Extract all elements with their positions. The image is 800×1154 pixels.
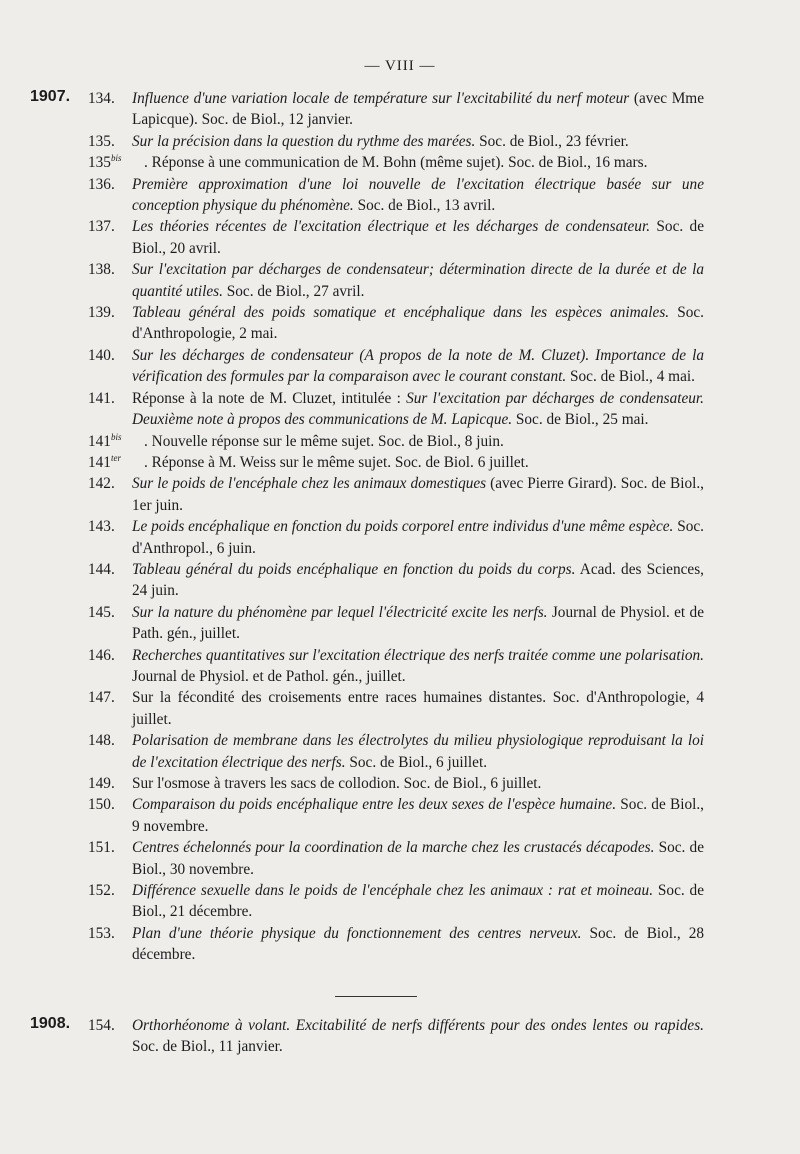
- entry-citation: . Réponse à M. Weiss sur le même sujet. Soc. de Biol. 6 juillet.: [144, 453, 529, 471]
- entry-number: [88, 388, 115, 409]
- entry-number: [88, 602, 115, 623]
- entry-title: Sur la nature du phénomène par lequel l'électricité excite les nerfs.: [132, 603, 548, 621]
- entry-title: Sur le poids de l'encéphale chez les animaux domestiques: [132, 475, 487, 493]
- entry-number: [88, 216, 115, 237]
- entry-number: [88, 559, 115, 580]
- entry-number-text: 151.: [88, 839, 115, 857]
- entry-number: [88, 88, 115, 109]
- bibliography-entry: [0, 388, 800, 431]
- entry-number-text: 152.: [88, 882, 115, 900]
- bibliography-entry: [0, 473, 800, 516]
- bibliography-entry: [0, 516, 800, 559]
- entry-number: [88, 131, 115, 152]
- entry-list: [0, 1015, 800, 1058]
- entry-number: [88, 730, 115, 751]
- entry-number: [88, 923, 115, 944]
- entry-citation: . Réponse à une communication de M. Bohn (même sujet). Soc. de Biol., 16 mars.: [144, 154, 648, 172]
- year-section-1908: [0, 1015, 800, 1058]
- bibliography-entry: [0, 345, 800, 388]
- entry-text: [132, 259, 704, 302]
- entry-number-text: 134.: [88, 90, 115, 107]
- entry-text: [132, 730, 704, 773]
- entry-text: [132, 602, 704, 645]
- bibliography-entry: [0, 602, 800, 645]
- year-section-1907: [0, 88, 800, 966]
- entry-number: [88, 516, 115, 537]
- entry-title: Sur les décharges de condensateur (A propos de la note de M. Cluzet). Importance de la vérification des formules par la comparaison avec le courant constant.: [132, 346, 704, 386]
- entry-text: [132, 388, 704, 431]
- entry-number-text: 144.: [88, 560, 115, 578]
- entry-number: [88, 687, 115, 708]
- bibliography-entry: [0, 730, 800, 773]
- entry-text: [144, 152, 704, 173]
- entry-text: [132, 559, 704, 602]
- entry-title: Sur l'excitation par décharges de condensateur. Deuxième note à propos des communications de M. Lapicque.: [132, 389, 704, 429]
- entry-list: [0, 88, 800, 966]
- entry-number-text: 147.: [88, 689, 115, 707]
- entry-text: [132, 837, 704, 880]
- entry-citation: Réponse à la note de M. Cluzet, intitulée :: [132, 389, 407, 407]
- entry-number-suffix: bis: [110, 153, 122, 164]
- entry-number-text: 135.: [88, 132, 115, 150]
- entry-text: [132, 88, 704, 131]
- bibliography-entry: [0, 88, 800, 131]
- entry-number: [88, 345, 115, 366]
- entry-citation: Soc. de Biol., 13 avril.: [353, 197, 496, 215]
- entry-citation: Soc. de Biol., 25 mai.: [512, 411, 649, 429]
- entry-citation: Soc. de Biol., 23 février.: [475, 132, 629, 150]
- entry-title: Centres échelonnés pour la coordination de la marche chez les crustacés décapodes.: [132, 839, 655, 857]
- bibliography-entry: [0, 259, 800, 302]
- entry-title: Orthorhéonome à volant. Excitabilité de nerfs différents pour des ondes lentes ou rapides.: [132, 1017, 704, 1034]
- entry-number-text: 150.: [88, 796, 115, 814]
- entry-text: [132, 216, 704, 259]
- entry-number-text: 145.: [88, 603, 115, 621]
- entry-text: [132, 794, 704, 837]
- entry-title: Le poids encéphalique en fonction du poids corporel entre individus d'une même espèce.: [132, 518, 674, 536]
- entry-citation: Soc. de Biol., 20 avril.: [132, 218, 704, 257]
- bibliography-entry: [0, 923, 800, 966]
- bibliography-entry: [0, 452, 800, 473]
- entry-number-text: 137.: [88, 218, 115, 236]
- entry-number: [88, 431, 121, 452]
- bibliography-entry: [0, 174, 800, 217]
- entry-number: [88, 773, 115, 794]
- bibliography-entry: [0, 302, 800, 345]
- entry-title: Sur l'excitation par décharges de condensateur; détermination directe de la durée et de la quantité utiles.: [132, 261, 704, 300]
- entry-citation: Journal de Physiol. et de Path. gén., juillet.: [132, 603, 704, 643]
- entry-number: [88, 452, 121, 473]
- entry-text: [132, 174, 704, 217]
- entry-number-text: 140.: [88, 346, 115, 364]
- entry-title: Différence sexuelle dans le poids de l'encéphale chez les animaux : rat et moineau.: [132, 882, 654, 900]
- entry-number: [88, 473, 115, 494]
- bibliography-entry: [0, 1015, 800, 1058]
- entry-citation: Soc. de Biol., 21 décembre.: [132, 882, 704, 921]
- bibliography-entry: [0, 773, 800, 794]
- entry-title: Sur la précision dans la question du rythme des marées.: [132, 132, 476, 150]
- entry-number: [88, 645, 115, 666]
- year-label: 1908.: [30, 1015, 71, 1032]
- page-number: — VIII —: [364, 58, 436, 74]
- entry-number-suffix: bis: [110, 431, 122, 442]
- entry-citation: Soc. de Biol., 4 mai.: [566, 368, 695, 386]
- entry-number: [88, 302, 115, 323]
- entry-citation: Soc. de Biol., 28 décembre.: [132, 924, 704, 964]
- entry-number-text: 139.: [88, 304, 115, 322]
- entry-text: [132, 516, 704, 559]
- entry-title: Tableau général des poids somatique et encéphalique dans les espèces animales.: [132, 304, 670, 322]
- entry-citation: Soc. de Biol., 6 juillet.: [345, 753, 488, 771]
- entry-title: Influence d'une variation locale de température sur l'excitabilité du nerf moteur: [132, 90, 630, 107]
- entry-text: [132, 345, 704, 388]
- entry-citation: Soc. de Biol., 27 avril.: [222, 282, 365, 300]
- entry-citation: Soc. de Biol., 30 novembre.: [132, 839, 704, 878]
- entry-title: Comparaison du poids encéphalique entre les deux sexes de l'espèce humaine.: [132, 796, 617, 814]
- bibliography-entry: [0, 559, 800, 602]
- entry-number-text: 149.: [88, 775, 115, 792]
- entry-text: [144, 452, 704, 473]
- entry-text: [132, 645, 704, 688]
- entry-text: [132, 473, 704, 516]
- entry-number-text: 142.: [88, 475, 115, 493]
- entry-number: [88, 794, 115, 815]
- entry-text: [132, 131, 704, 152]
- entry-number: [88, 152, 121, 173]
- entry-title: Tableau général du poids encéphalique en fonction du poids du corps.: [132, 560, 576, 578]
- entry-number-text: 138.: [88, 261, 115, 279]
- entry-number-suffix: ter: [110, 452, 121, 463]
- entry-number-text: 148.: [88, 732, 115, 750]
- entry-title: Recherches quantitatives sur l'excitation électrique des nerfs traitée comme une polarisation.: [132, 646, 704, 664]
- entry-citation: Acad. des Sciences, 24 juin.: [132, 560, 704, 600]
- bibliography-entry: [0, 431, 800, 452]
- entry-text: [132, 880, 704, 923]
- entry-number-text: 154.: [88, 1017, 115, 1034]
- entry-text: [132, 302, 704, 345]
- entry-citation: (avec Pierre Girard). Soc. de Biol., 1er juin.: [132, 475, 704, 514]
- entry-number-text: 153.: [88, 924, 115, 942]
- entry-citation: Soc. de Biol., 9 novembre.: [132, 796, 704, 835]
- year-label: 1907.: [30, 88, 71, 105]
- entry-number: [88, 1015, 115, 1036]
- section-divider: [335, 996, 417, 997]
- bibliography-entry: [0, 645, 800, 688]
- entry-number-text: 135: [88, 154, 111, 172]
- bibliography-entry: [0, 837, 800, 880]
- entry-number-text: 136.: [88, 175, 115, 193]
- entry-number-text: 141.: [88, 389, 115, 407]
- entry-number-text: 141: [88, 432, 111, 450]
- entry-text: [144, 431, 704, 452]
- bibliography-entry: [0, 880, 800, 923]
- entry-text: [132, 773, 704, 794]
- entry-title: Plan d'une théorie physique du fonctionnement des centres nerveux.: [132, 924, 582, 942]
- entry-number-text: 141: [88, 453, 111, 471]
- entry-citation: Soc. d'Anthropol., 6 juin.: [132, 518, 704, 557]
- entry-citation: Sur la fécondité des croisements entre races humaines distantes. Soc. d'Anthropologie, 4 juillet.: [132, 689, 704, 728]
- entry-citation: Sur l'osmose à travers les sacs de collodion. Soc. de Biol., 6 juillet.: [132, 775, 542, 792]
- entry-number-text: 146.: [88, 646, 115, 664]
- entry-number-text: 143.: [88, 518, 115, 536]
- entry-text: [132, 687, 704, 730]
- bibliography-entry: [0, 687, 800, 730]
- entry-number: [88, 174, 115, 195]
- entry-citation: Journal de Physiol. et de Pathol. gén., juillet.: [132, 667, 406, 685]
- entry-text: [132, 923, 704, 966]
- bibliography-entry: [0, 152, 800, 173]
- entry-number: [88, 880, 115, 901]
- entry-text: [132, 1015, 704, 1058]
- entry-title: Première approximation d'une loi nouvelle de l'excitation électrique basée sur une conception physique du phénomène.: [132, 175, 704, 215]
- bibliography-entry: [0, 794, 800, 837]
- entry-citation: . Nouvelle réponse sur le même sujet. Soc. de Biol., 8 juin.: [144, 432, 504, 450]
- entry-title: Polarisation de membrane dans les électrolytes du milieu physiologique reproduisant la loi de l'excitation électrique des nerfs.: [132, 732, 704, 771]
- bibliography-entry: [0, 131, 800, 152]
- bibliography-entry: [0, 216, 800, 259]
- entry-number: [88, 837, 115, 858]
- entry-citation: Soc. de Biol., 11 janvier.: [132, 1038, 283, 1056]
- entry-citation: Soc. d'Anthropologie, 2 mai.: [132, 304, 704, 343]
- entry-citation: (avec Mme Lapicque). Soc. de Biol., 12 janvier.: [132, 90, 704, 129]
- entry-title: Les théories récentes de l'excitation électrique et les décharges de condensateur.: [132, 218, 651, 236]
- entry-number: [88, 259, 115, 280]
